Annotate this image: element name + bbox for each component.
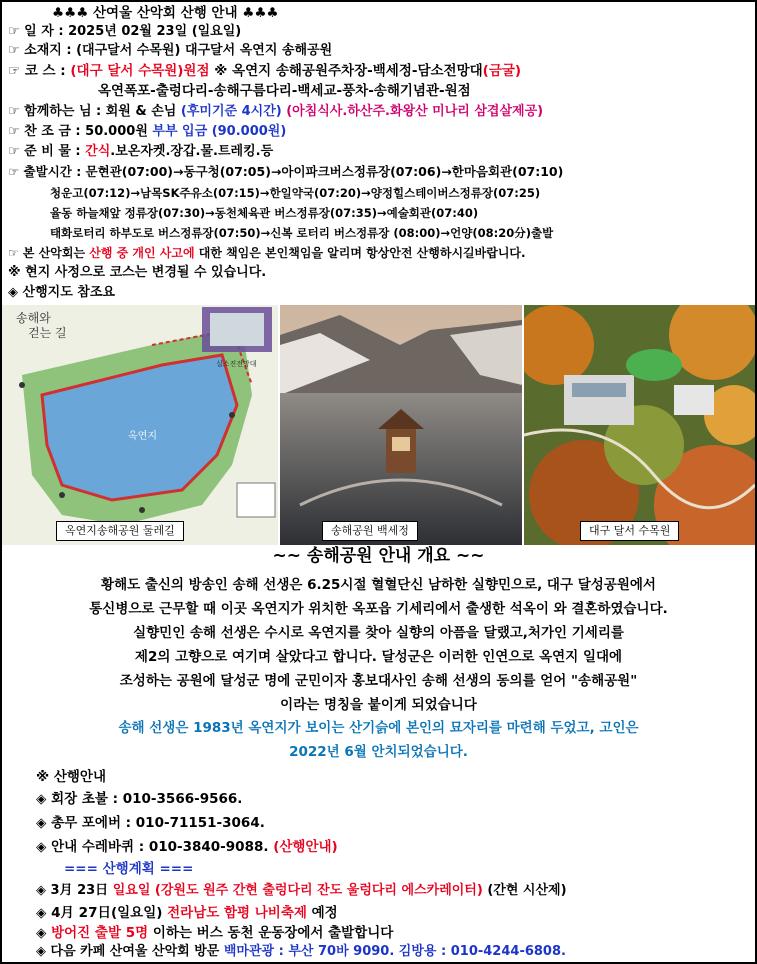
members-meal: (아침식사.하산주.화왕산 미나리 삼겹살제공) (281, 104, 544, 119)
map-title-line-1: 송해와 (16, 311, 51, 325)
plan-march-day: 일요일 (112, 883, 151, 898)
fee-couple: 부부 입금 (90.000원) (152, 124, 287, 139)
trail-map-caption: 옥연지송해공원 둘레길 (56, 521, 184, 541)
departure-line-3: 율동 하늘채앞 정류장(07:30)→동천체육관 버스정류장(07:35)→예술회관(07:40) (50, 206, 479, 220)
course-route: ※ 옥연지 송해공원주차장-백세정-담소전망대 (209, 63, 483, 79)
lake-label: 옥연지 (128, 431, 157, 442)
course-highlight: (대구 달서 수목원)원점 (70, 63, 210, 79)
arboretum-caption: 대구 달서 수목원 (580, 521, 679, 541)
map-note: ◈ 산행지도 참조요 (8, 285, 115, 300)
safety-highlight: 산행 중 개인 사고에 (89, 246, 195, 260)
prep-line (8, 143, 273, 161)
members-duration: (후미기준 4시간) (180, 104, 282, 119)
change-note: ※ 현지 사정으로 코스는 변경될 수 있습니다. (8, 265, 267, 280)
members-line (8, 103, 543, 121)
arboretum-photo (524, 305, 755, 545)
location-line: ☞ 소재지 : (대구달서 수목원) 대구달서 옥연지 송해공원 (8, 43, 333, 58)
map-title (16, 311, 67, 341)
date-line: ☞ 일 자 : 2025년 02월 23일 (일요일) (8, 24, 242, 39)
prep-items: .보온자켓.장갑.물.트레킹.등 (110, 144, 274, 159)
pavilion-illustration (280, 305, 522, 545)
contact-chair: ◈ 회장 초불 : 010-3566-9566. (36, 791, 243, 807)
contact-treasurer: ◈ 총무 포에버 : 010-71151-3064. (36, 815, 265, 831)
plan-april (36, 902, 338, 924)
fee-label: ☞ 찬 조 금 : 50.000원 (8, 124, 153, 139)
map-title-line-2: 걷는 길 (28, 326, 67, 340)
plan-april-date: ◈ 4月 27日(일요일) (36, 905, 168, 921)
fee-line (8, 123, 286, 141)
members-label: ☞ 함께하는 님 : 회원 & 손님 (8, 104, 181, 119)
bus-note-rest: 이하는 버스 동천 운동장에서 출발합니다 (148, 925, 394, 941)
course-line (8, 62, 521, 80)
pavilion-photo (280, 305, 522, 545)
map-tag: 실소진전망대 (216, 360, 257, 368)
intro-paragraph-4: 제2의 고향으로 여기며 살았다고 합니다. 달성군은 이러한 인연으로 옥연지 일대에 (134, 649, 623, 665)
course-tag: (금굴) (482, 63, 522, 79)
intro-paragraph-2: 통신병으로 근무할 때 이곳 옥연지가 위치한 옥포읍 기세리에서 출생한 석옥이 와 결혼하였습니다. (89, 601, 668, 617)
departure-line-2: 청운고(07:12)→남목SK주유소(07:15)→한일약국(07:20)→양정힐스테이버스정류장(07:25) (50, 186, 541, 200)
notice-title: ♣♣♣ 산여울 산악회 산행 안내 ♣♣♣ (52, 5, 279, 21)
plan-april-event: 전라남도 함평 나비축제 (167, 905, 307, 921)
cafe-text: ◈ 다음 카페 산여울 산악회 방문 (36, 944, 224, 959)
intro-paragraph-5: 조성하는 공원에 달성군 명에 군민이자 홍보대사인 송해 선생의 동의를 얻어 "송해공원" (119, 673, 638, 689)
intro-paragraph-7: 송해 선생은 1983년 옥연지가 보이는 산기슭에 본인의 묘자리를 마련해 두었고, 고인은 (118, 720, 639, 736)
intro-paragraph-1: 황해도 출신의 방송인 송해 선생은 6.25시절 혈혈단신 남하한 실향민으로, 대구 달성공원에서 (101, 577, 656, 593)
cafe-line (36, 942, 566, 962)
contacts-heading: ※ 산행안내 (36, 769, 106, 785)
trail-map-illustration (2, 305, 278, 545)
contact-guide-text: ◈ 안내 수레바퀴 : 010-3840-9088. (36, 839, 274, 855)
safety-rest: 대한 책임은 본인책임을 알리며 항상안전 산행하시길바랍니다. (194, 246, 526, 260)
bus-note (36, 922, 393, 944)
plan-march-date: ◈ 3月 23日 (36, 883, 113, 898)
pavilion-caption: 송해공원 백세정 (322, 521, 418, 541)
arboretum-illustration (524, 305, 755, 545)
intro-paragraph-3: 실향민인 송해 선생은 수시로 옥연지를 찾아 실향의 아픔을 달랬고,처가인 기세리를 (133, 625, 624, 641)
intro-paragraph-8: 2022년 6월 안치되었습니다. (289, 744, 468, 760)
bus-contact: 백마관광 : 부산 70바 9090. 김방용 : 010-4244-6808. (223, 944, 566, 959)
plan-heading: === 산행계획 === (64, 861, 194, 877)
intro-title: ~~ 송해공원 안내 개요 ~~ (272, 546, 485, 566)
departure-line-1: ☞ 출발시간 : 문현관(07:00)→동구청(07:05)→아이파크버스정류장(07:06)→한마음회관(07:10) (8, 164, 564, 179)
plan-march (36, 880, 567, 902)
intro-paragraph-6: 이라는 명칭을 붙이게 되었습니다 (280, 697, 477, 713)
departure-line-4: 태화로터리 하부도로 버스정류장(07:50)→신복 로터리 버스정류장 (08:00)→언양(08:20分)출발 (50, 226, 554, 240)
plan-april-note: 예정 (306, 905, 338, 921)
bus-note-highlight: 방어진 출발 5명 (51, 925, 149, 941)
safety-label: ☞ 본 산악회는 (8, 246, 90, 260)
contact-guide (36, 836, 338, 858)
plan-march-course: (강원도 원주 간현 출렁다리 잔도 울렁다리 에스카레이터) (150, 883, 483, 898)
contact-guide-tag: (산행안내) (273, 839, 338, 855)
trail-map-photo (2, 305, 278, 545)
course-line-2: 옥연폭포-출렁다리-송해구름다리-백세교-풍차-송해기념관-원점 (98, 83, 471, 99)
safety-notice (8, 244, 526, 262)
prep-label: ☞ 준 비 물 : (8, 144, 86, 159)
course-label: ☞ 코 스 : (8, 63, 71, 79)
bus-note-bullet: ◈ (36, 925, 52, 941)
plan-march-note: (간현 시산제) (482, 883, 567, 898)
prep-snack: 간식 (85, 144, 111, 159)
